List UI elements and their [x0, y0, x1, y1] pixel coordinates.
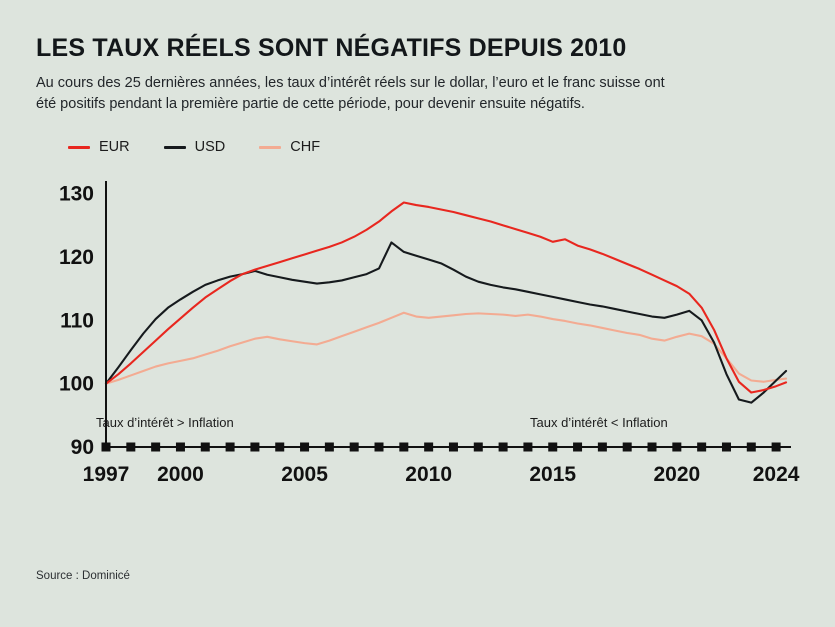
legend-swatch-eur	[68, 146, 90, 149]
chart-canvas	[36, 169, 801, 499]
x-axis-marker	[623, 443, 632, 452]
x-tick-label: 2010	[405, 463, 453, 487]
annotation-left: Taux d’intérêt > Inflation	[96, 415, 234, 431]
x-axis-marker	[772, 443, 781, 452]
x-axis-marker	[201, 443, 210, 452]
series-line-eur	[106, 203, 786, 393]
legend-item-eur[interactable]	[68, 139, 130, 155]
y-axis-ticks	[59, 183, 94, 459]
x-axis-marker	[375, 443, 384, 452]
x-tick-label: 2020	[653, 463, 701, 487]
x-axis-marker	[424, 443, 433, 452]
y-tick-label: 110	[60, 309, 94, 333]
x-axis-marker	[300, 443, 309, 452]
x-tick-label: 2024	[752, 463, 800, 487]
legend-label-usd: USD	[194, 139, 226, 156]
x-axis-marker	[151, 443, 160, 452]
x-axis-marker	[548, 443, 557, 452]
x-axis-marker	[573, 443, 582, 452]
x-axis-marker	[648, 443, 657, 452]
legend-item-usd[interactable]	[164, 139, 226, 155]
x-axis-marker	[102, 443, 111, 452]
x-axis-marker	[399, 443, 408, 452]
page-subtitle: Au cours des 25 dernières années, les taux d’intérêt réels sur le dollar, l’euro et le franc suisse ont été positifs pendant la première partie de cette période, pour devenir ensuite négatifs.	[36, 75, 665, 113]
x-axis-marker	[499, 443, 508, 452]
x-axis-marker	[325, 443, 334, 452]
legend-item-chf[interactable]	[259, 139, 320, 155]
x-axis-marker	[697, 443, 706, 452]
x-axis-marker	[250, 443, 259, 452]
legend-swatch-usd	[164, 146, 186, 149]
x-axis-ticks	[83, 463, 800, 486]
annotation-right: Taux d’intérêt < Inflation	[530, 415, 668, 431]
x-axis-marker	[449, 443, 458, 452]
y-tick-label: 120	[58, 246, 94, 270]
x-tick-label: 2000	[157, 463, 204, 487]
x-axis-marker	[275, 443, 284, 452]
legend-swatch-chf	[259, 146, 281, 149]
series-line-usd	[106, 242, 786, 402]
chart-axes	[106, 181, 791, 447]
x-tick-label: 1997	[82, 463, 130, 487]
series-line-chf	[106, 313, 786, 384]
x-tick-label: 2015	[529, 463, 577, 487]
line-chart	[36, 169, 801, 499]
legend-label-chf: CHF	[290, 139, 321, 156]
x-axis-marker	[226, 443, 235, 452]
y-tick-label: 130	[58, 182, 94, 206]
x-axis-marker	[747, 443, 756, 452]
x-axis-marker	[523, 443, 532, 452]
chart-legend	[68, 139, 799, 155]
source-note: Source : Dominicé	[36, 570, 130, 582]
x-axis-marker	[474, 443, 483, 452]
x-axis-marker	[126, 443, 135, 452]
legend-label-eur: EUR	[99, 139, 130, 156]
x-axis-marker	[598, 443, 607, 452]
x-axis-marker	[176, 443, 185, 452]
y-tick-label: 100	[58, 372, 94, 396]
chart-series	[106, 203, 786, 403]
page-title: LES TAUX RÉELS SONT NÉGATIFS DEPUIS 2010	[36, 34, 627, 62]
x-axis-marker	[672, 443, 681, 452]
y-tick-label: 90	[70, 436, 94, 460]
x-axis-marker	[350, 443, 359, 452]
x-axis-marker	[722, 443, 731, 452]
x-tick-label: 2005	[281, 463, 328, 487]
